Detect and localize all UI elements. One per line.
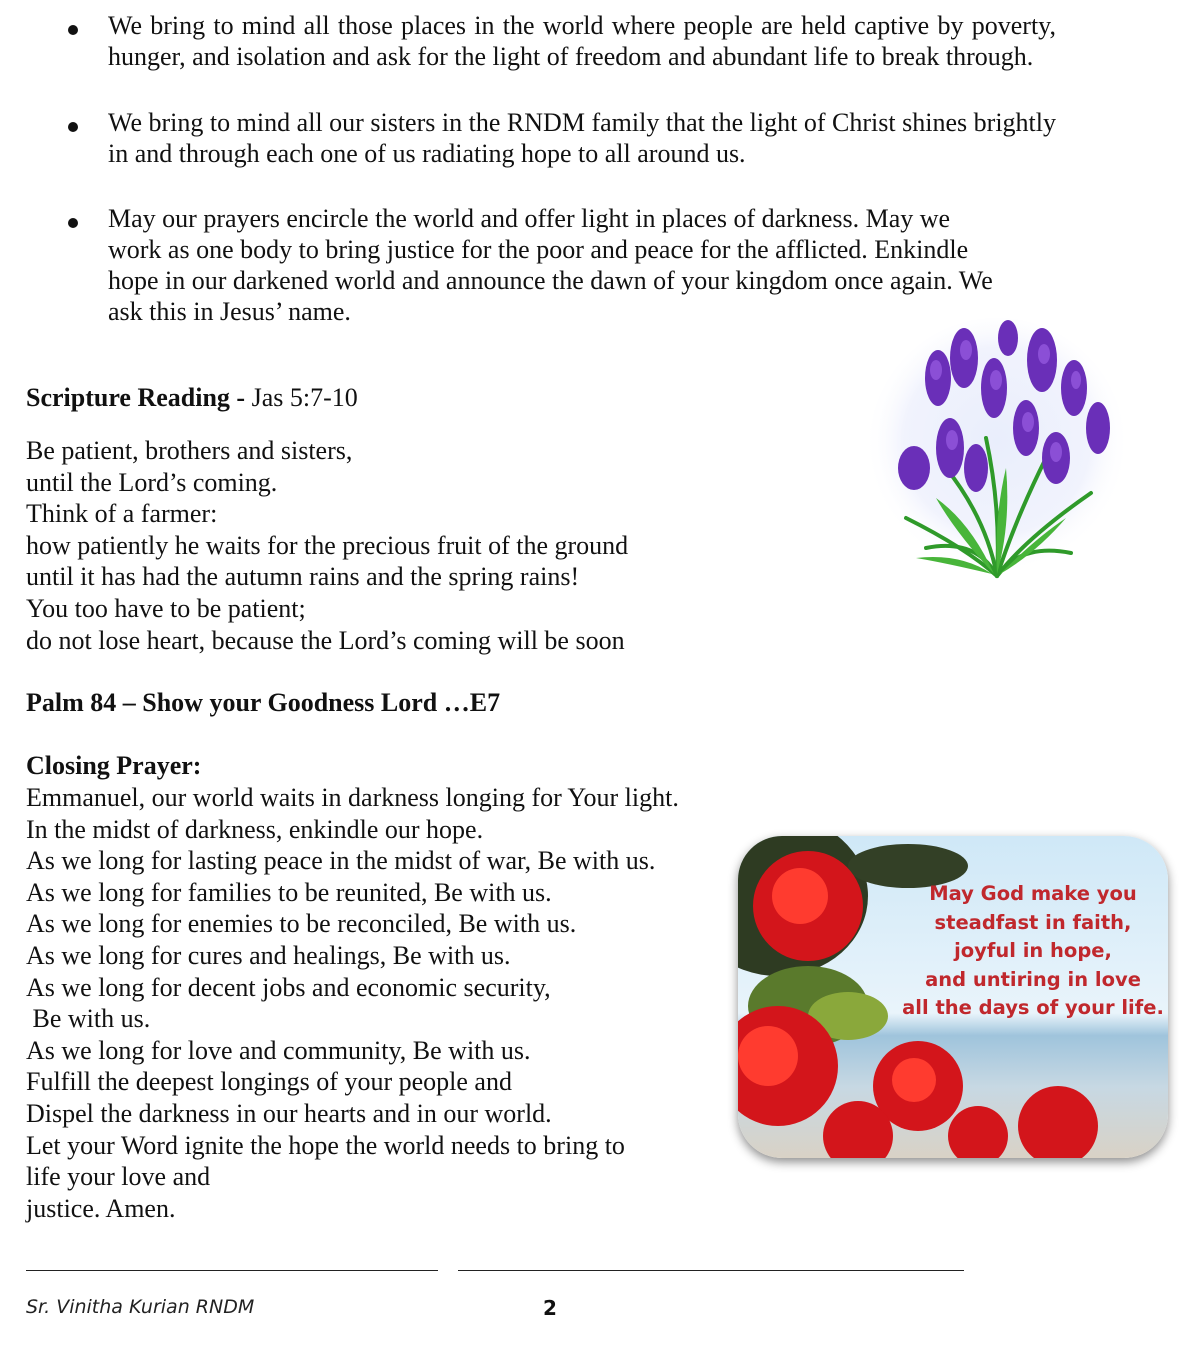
prayer-line: As we long for lasting peace in the midst of war, Be with us. xyxy=(26,846,656,876)
blessing-line: May God make you xyxy=(929,882,1137,905)
prayer-line: Be with us. xyxy=(26,1004,151,1034)
scripture-line: Think of a farmer: xyxy=(26,499,218,529)
intercession-text: We bring to mind all our sisters in the RNDM family that the light of Christ shines brightly in and through each one of us radiating hope to all around us. xyxy=(108,108,1056,168)
scripture-heading-label: Scripture Reading - xyxy=(26,383,246,412)
bullet-icon xyxy=(68,25,78,35)
lavender-image xyxy=(866,318,1128,586)
intercession-line: May our prayers encircle the world and offer light in places of darkness. May we xyxy=(108,204,951,233)
prayer-line: Dispel the darkness in our hearts and in our world. xyxy=(26,1098,552,1128)
scripture-line: do not lose heart, because the Lord’s coming will be soon xyxy=(26,625,625,655)
prayer-line: life your love and xyxy=(26,1162,211,1192)
prayer-line: As we long for enemies to be reconciled, Be with us. xyxy=(26,909,577,939)
footer-rule-right xyxy=(458,1270,964,1271)
intercession-text: We bring to mind all those places in the world where people are held captive by poverty, hunger, and isolation and ask for the light of freedom and abundant life to break through. xyxy=(108,11,1056,71)
footer-rule-left xyxy=(26,1270,438,1271)
scripture-heading xyxy=(26,382,358,414)
scripture-line: Be patient, brothers and sisters, xyxy=(26,436,353,465)
bullet-icon xyxy=(68,218,78,228)
prayer-line: In the midst of darkness, enkindle our hope. xyxy=(26,814,484,844)
intercession-text xyxy=(108,203,1056,327)
blessing-line: and untiring in love xyxy=(925,967,1141,991)
bullet-icon xyxy=(68,122,78,132)
prayer-line: As we long for decent jobs and economic security, xyxy=(26,972,551,1002)
blessing-card xyxy=(738,836,1168,1158)
prayer-line: Fulfill the deepest longings of your people and xyxy=(26,1067,512,1097)
blessing-line: joyful in hope, xyxy=(954,939,1112,962)
closing-heading: Closing Prayer: xyxy=(26,751,202,780)
scripture-text xyxy=(26,435,628,656)
prayer-line: Emmanuel, our world waits in darkness longing for Your light. xyxy=(26,783,679,812)
scripture-line: until the Lord’s coming. xyxy=(26,467,278,497)
prayer-line: Let your Word ignite the hope the world needs to bring to xyxy=(26,1130,625,1160)
page-number: 2 xyxy=(543,1296,557,1320)
blessing-text xyxy=(898,880,1168,1023)
scripture-line: until it has had the autumn rains and the spring rains! xyxy=(26,562,580,592)
scripture-line: how patiently he waits for the precious fruit of the ground xyxy=(26,530,629,560)
intercession-line: work as one body to bring justice for the poor and peace for the afflicted. Enkindle xyxy=(108,235,969,264)
scripture-reference: Jas 5:7-10 xyxy=(245,383,358,412)
prayer-line: justice. Amen. xyxy=(26,1193,176,1223)
prayer-line: As we long for love and community, Be with us. xyxy=(26,1035,531,1065)
blessing-line: all the days of your life. xyxy=(902,996,1164,1019)
psalm-heading: Palm 84 – Show your Goodness Lord …E7 xyxy=(26,688,501,717)
prayer-line: As we long for families to be reunited, Be with us. xyxy=(26,877,552,907)
intercession-line: hope in our darkened world and announce the dawn of your kingdom once again. We xyxy=(108,266,993,295)
footer-author: Sr. Vinitha Kurian RNDM xyxy=(26,1296,255,1318)
blessing-line: steadfast in faith, xyxy=(934,910,1132,934)
prayer-line: As we long for cures and healings, Be with us. xyxy=(26,940,511,970)
scripture-line: You too have to be patient; xyxy=(26,593,306,623)
closing-prayer-text xyxy=(26,782,679,1224)
intercession-line: ask this in Jesus’ name. xyxy=(108,297,351,326)
